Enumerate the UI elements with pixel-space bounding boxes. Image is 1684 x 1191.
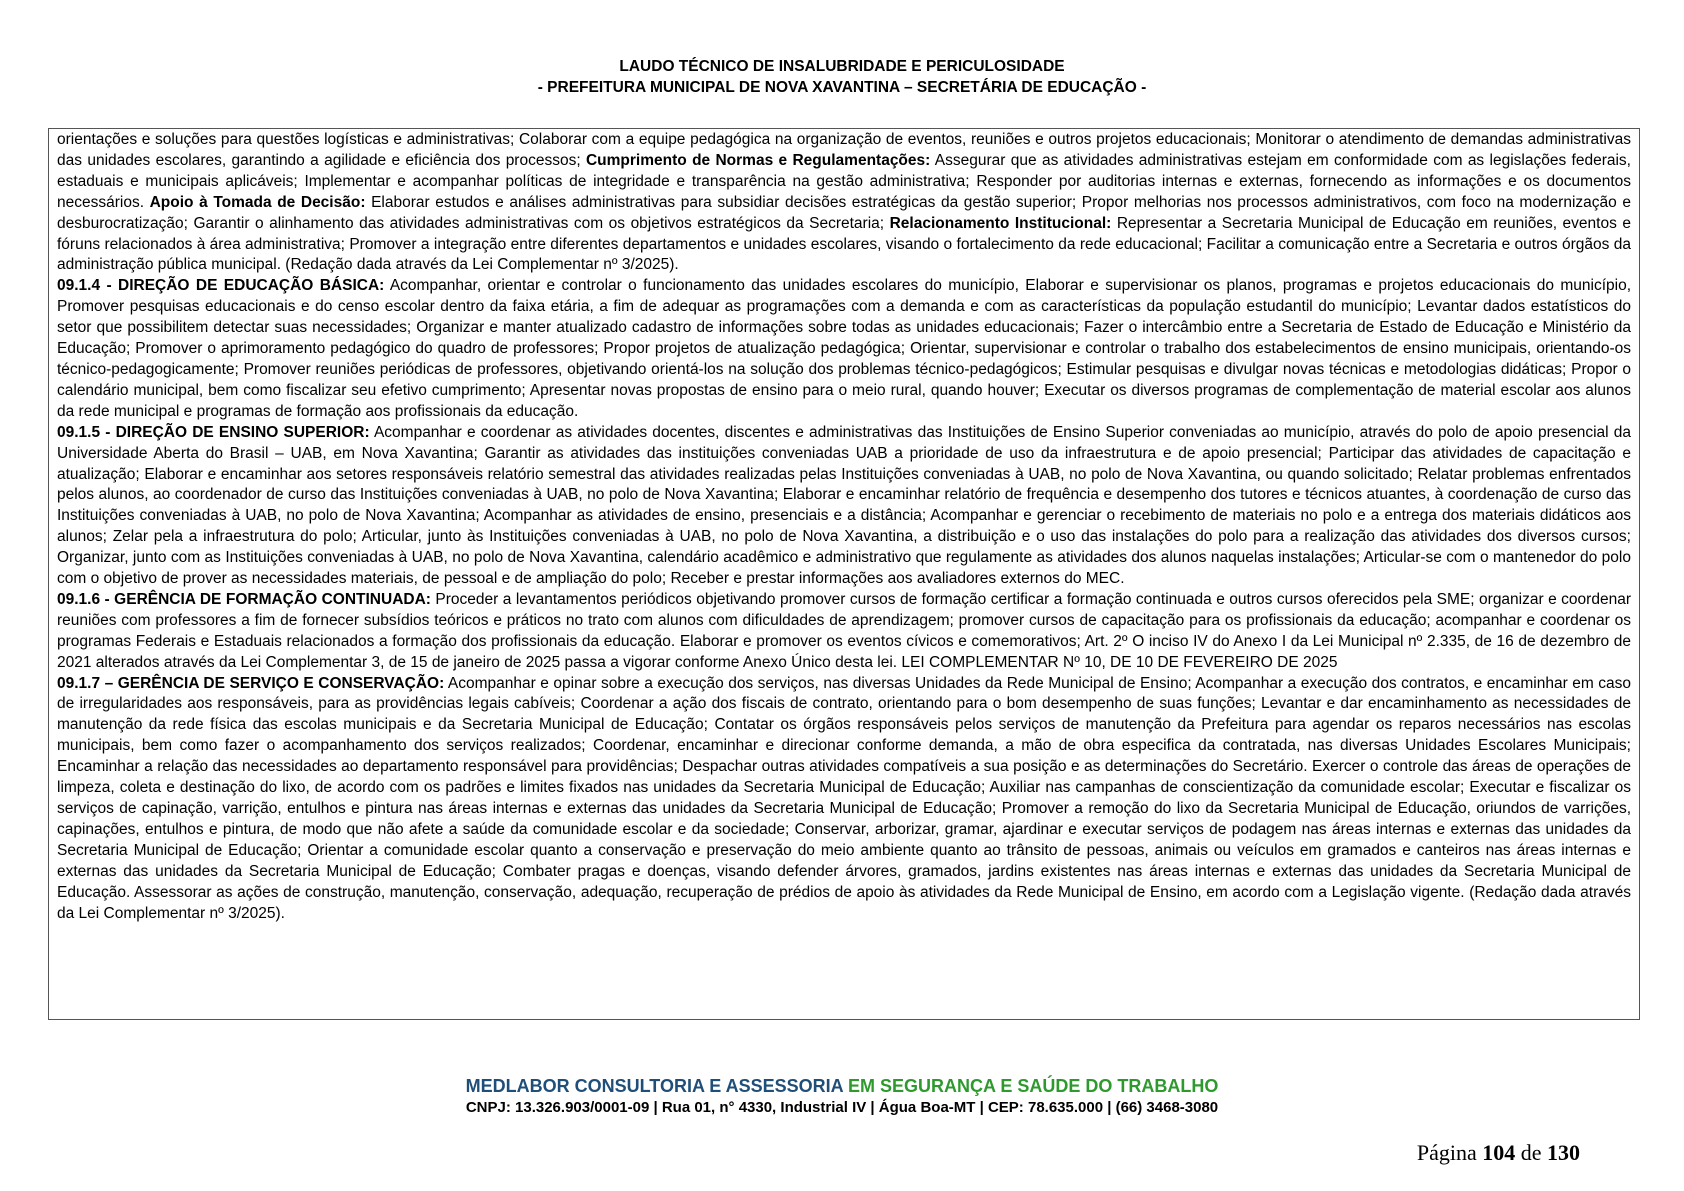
section-higher-education [57, 423, 1631, 590]
section-text: Proceder a levantamentos periódicos objetivando promover cursos de formação certificar a formação continuada e outros cursos oferecidos pela SME; organizar e coordenar reuniões com professores a fim de fornecer subsídios teóricos e práticos no trato com alunos com dificuldades de aprendizagem; promover cursos de capacitação para os profissionais da educação; acompanhar e coordenar os programas Federais e Estaduais relacionados a formação dos profissionais da educação. Elaborar e promover os eventos cívicos e comemorativos; Art. 2º O inciso IV do Anexo I da Lei Municipal nº 2.335, de 16 de dezembro de 2021 alterados através da Lei Complementar 3, de 15 de janeiro de 2025 passa a vigorar conforme Anexo Único desta lei. LEI COMPLEMENTAR Nº 10, DE 10 DE FEVEREIRO DE 2025 [57, 590, 1631, 671]
page-total: 130 [1547, 1140, 1580, 1165]
footer-company-name [0, 1075, 1684, 1097]
section-heading-09-1-7: 09.1.7 – GERÊNCIA DE SERVIÇO E CONSERVAÇÃO: [57, 674, 445, 692]
section-heading-09-1-5: 09.1.5 - DIREÇÃO DE ENSINO SUPERIOR: [57, 423, 370, 441]
paragraph-text: Assegurar que as atividades administrativas estejam em conformidade com as legislações federais, estaduais e municipais aplicáveis; Implementar e acompanhar políticas de integridade e transparência na gestão administrativa; Responder por auditorias internas e externas, fornecendo as informações e os documentos necessários. [57, 151, 1631, 211]
section-text: Acompanhar e opinar sobre a execução dos serviços, nas diversas Unidades da Rede Municipal de Ensino; Acompanhar a execução dos contratos, e encaminhar em caso de irregularidades aos responsáveis, para as providências legais cabíveis; Coordenar a ação dos fiscais de contrato, orientando para o bom desempenho de suas funções; Levantar e dar encaminhamento as necessidades de manutenção da rede física das escolas municipais e da Secretaria Municipal de Educação; Contatar os órgãos responsáveis pelos serviços de manutenção da Prefeitura para agendar os reparos necessários nas escolas municipais, bem como fazer o acompanhamento dos serviços realizados; Coordenar, encaminhar e direcionar conforme demanda, a mão de obra especifica da contratada, nas diversas Unidades Escolares Municipais; Encaminhar a relação das necessidades ao departamento responsável para providências; Despachar outras atividades compatíveis a sua posição e as determinações do Secretário. Exercer o controle das áreas de operações de limpeza, coleta e destinação do lixo, de acordo com os padrões e limites fixados nas unidades da Secretaria Municipal de Educação; Auxiliar nas campanhas de conscientização da comunidade escolar; Executar e fiscalizar os serviços de capinação, varrição, entulhos e pintura nas áreas internas e externas das unidades da Secretaria Municipal de Educação; Promover a remoção do lixo da Secretaria Municipal de Educação, oriundos de varrições, capinações, entulhos e pintura, de modo que não afete a saúde da comunidade escolar e da sociedade; Conservar, arborizar, gramar, ajardinar e executar serviços de podagem nas áreas internas e externas das unidades da Secretaria Municipal de Educação; Orientar a comunidade escolar quanto a conservação e preservação do meio ambiente quanto ao trânsito de pessoas, animais ou veículos em gramados e canteiros nas áreas internas e externas das unidades da Secretaria Municipal de Educação; Combater pragas e doenças, visando defender árvores, gramados, jardins existentes nas áreas internas e externas das unidades da Secretaria Municipal de Educação. Assessorar as ações de construção, manutenção, conservação, adequação, recuperação de prédios de apoio às atividades da Rede Municipal de Ensino, em acordo com a Legislação vigente. (Redação dada através da Lei Complementar nº 3/2025). [57, 674, 1632, 922]
section-label-institutional: Relacionamento Institucional: [889, 214, 1112, 232]
section-label-norms: Cumprimento de Normas e Regulamentações: [585, 151, 931, 169]
content-frame [48, 128, 1640, 1020]
section-basic-education [57, 276, 1631, 422]
document-title: LAUDO TÉCNICO DE INSALUBRIDADE E PERICULOSIDADE [619, 58, 1065, 75]
document-header [0, 56, 1684, 98]
section-label-decision-support: Apoio à Tomada de Decisão: [149, 193, 366, 211]
paragraph-text: orientações e soluções para questões logísticas e administrativas; Colaborar com a equipe pedagógica na organização de eventos, reuniões e outros projetos educacionais; Monitorar o atendimento de demandas administrativas das unidades escolares, garantindo a agilidade e eficiência dos processos; [57, 131, 1631, 169]
company-name-secondary: EM SEGURANÇA E SAÚDE DO TRABALHO [843, 1076, 1219, 1096]
paragraph-text: Elaborar estudos e análises administrativas para subsidiar decisões estratégicas da gestão superior; Propor melhorias nos processos administrativos, com foco na modernização e desburocratização; Garantir o alinhamento das atividades administrativas com os objetivos estratégicos da Secretaria; [57, 193, 1631, 232]
section-heading-09-1-6: 09.1.6 - GERÊNCIA DE FORMAÇÃO CONTINUADA: [57, 590, 431, 608]
page-number [1417, 1140, 1580, 1166]
section-text: Acompanhar e coordenar as atividades docentes, discentes e administrativas das Instituições de Ensino Superior conveniadas ao município, através do polo de apoio presencial da Universidade Aberta do Brasil – UAB, em Nova Xavantina; Garantir as atividades das instituições conveniadas UAB a prioridade de uso da infraestrutura e de apoio presencial; Participar das atividades de capacitação e atualização; Elaborar e encaminhar aos setores responsáveis relatório semestral das atividades realizadas pelas Instituições conveniadas à UAB, no polo de Nova Xavantina, ou quando solicitado; Relatar problemas enfrentados pelos alunos, ao coordenador de curso das Instituições conveniadas à UAB, no polo de Nova Xavantina; Elaborar e encaminhar relatório de frequência e desempenho dos tutores e técnicos atuantes, à coordenação de curso das Instituições conveniadas à UAB, no polo de Nova Xavantina; Acompanhar as atividades de ensino, presenciais e a distância; Acompanhar e gerenciar o recebimento de materiais no polo e a entrega dos materiais didáticos aos alunos; Zelar pela a infraestrutura do polo; Articular, junto às Instituições conveniadas à UAB, no polo de Nova Xavantina, a distribuição e o uso das instalações do polo para a realização das atividades dos diversos cursos; Organizar, junto com as Instituições conveniadas à UAB, no polo de Nova Xavantina, calendário acadêmico e administrativo que regulamente as atividades dos alunos naquelas instalações; Articular-se com o mantenedor do polo com o objetivo de prover as necessidades materiais, de pessoal e de ampliação do polo; Receber e prestar informações aos avaliadores externos do MEC. [57, 423, 1632, 588]
section-service-conservation [57, 674, 1631, 925]
page-prefix: Página [1416, 1140, 1483, 1165]
company-name-primary: MEDLABOR CONSULTORIA E ASSESSORIA [465, 1076, 843, 1096]
paragraph-administrative-duties [57, 130, 1631, 276]
page-current: 104 [1482, 1140, 1516, 1165]
paragraph-text: Representar a Secretaria Municipal de Educação em reuniões, eventos e fóruns relacionados à área administrativa; Promover a integração entre diferentes departamentos e unidades escolares, visando o fortalecimento da rede educacional; Facilitar a comunicação entre a Secretaria e outros órgãos da administração pública municipal. (Redação dada através da Lei Complementar nº 3/2025). [57, 214, 1631, 274]
page-separator: de [1515, 1140, 1547, 1165]
section-text: Acompanhar, orientar e controlar o funcionamento das unidades escolares do município, Elaborar e supervisionar os planos, programas e projetos educacionais do município, Promover pesquisas educacionais e do censo escolar dentro da faixa etária, a fim de adequar as programações com a demanda e com as características da população estudantil do município; Levantar dados estatísticos do setor que possibilitem detectar suas necessidades; Organizar e manter atualizado cadastro de informações sobre todas as unidades educacionais; Fazer o intercâmbio entre a Secretaria de Estado de Educação e Ministério da Educação; Promover o aprimoramento pedagógico do quadro de professores; Propor projetos de atualização pedagógica; Orientar, supervisionar e controlar o trabalho dos estabelecimentos de ensino municipais, orientando-os técnico-pedagogicamente; Promover reuniões periódicas de professores, objetivando orientá-los na solução dos problemas técnico-pedagógicos; Estimular pesquisas e divulgar novas técnicas e metodologias didáticas; Propor o calendário municipal, bem como fiscalizar seu efetivo cumprimento; Apresentar novas propostas de ensino para o meio rural, quando houver; Executar os diversos programas de complementação de material escolar aos alunos da rede municipal e programas de formação aos profissionais da educação. [57, 277, 1632, 420]
document-subtitle: - PREFEITURA MUNICIPAL DE NOVA XAVANTINA – SECRETÁRIA DE EDUCAÇÃO - [537, 79, 1147, 96]
footer-contact-info: CNPJ: 13.326.903/0001-09 | Rua 01, n° 4330, Industrial IV | Água Boa-MT | CEP: 78.635.000 | (66) 3468-3080 [465, 1099, 1219, 1116]
section-continuing-training [57, 590, 1631, 674]
section-heading-09-1-4: 09.1.4 - DIREÇÃO DE EDUCAÇÃO BÁSICA: [57, 277, 385, 295]
